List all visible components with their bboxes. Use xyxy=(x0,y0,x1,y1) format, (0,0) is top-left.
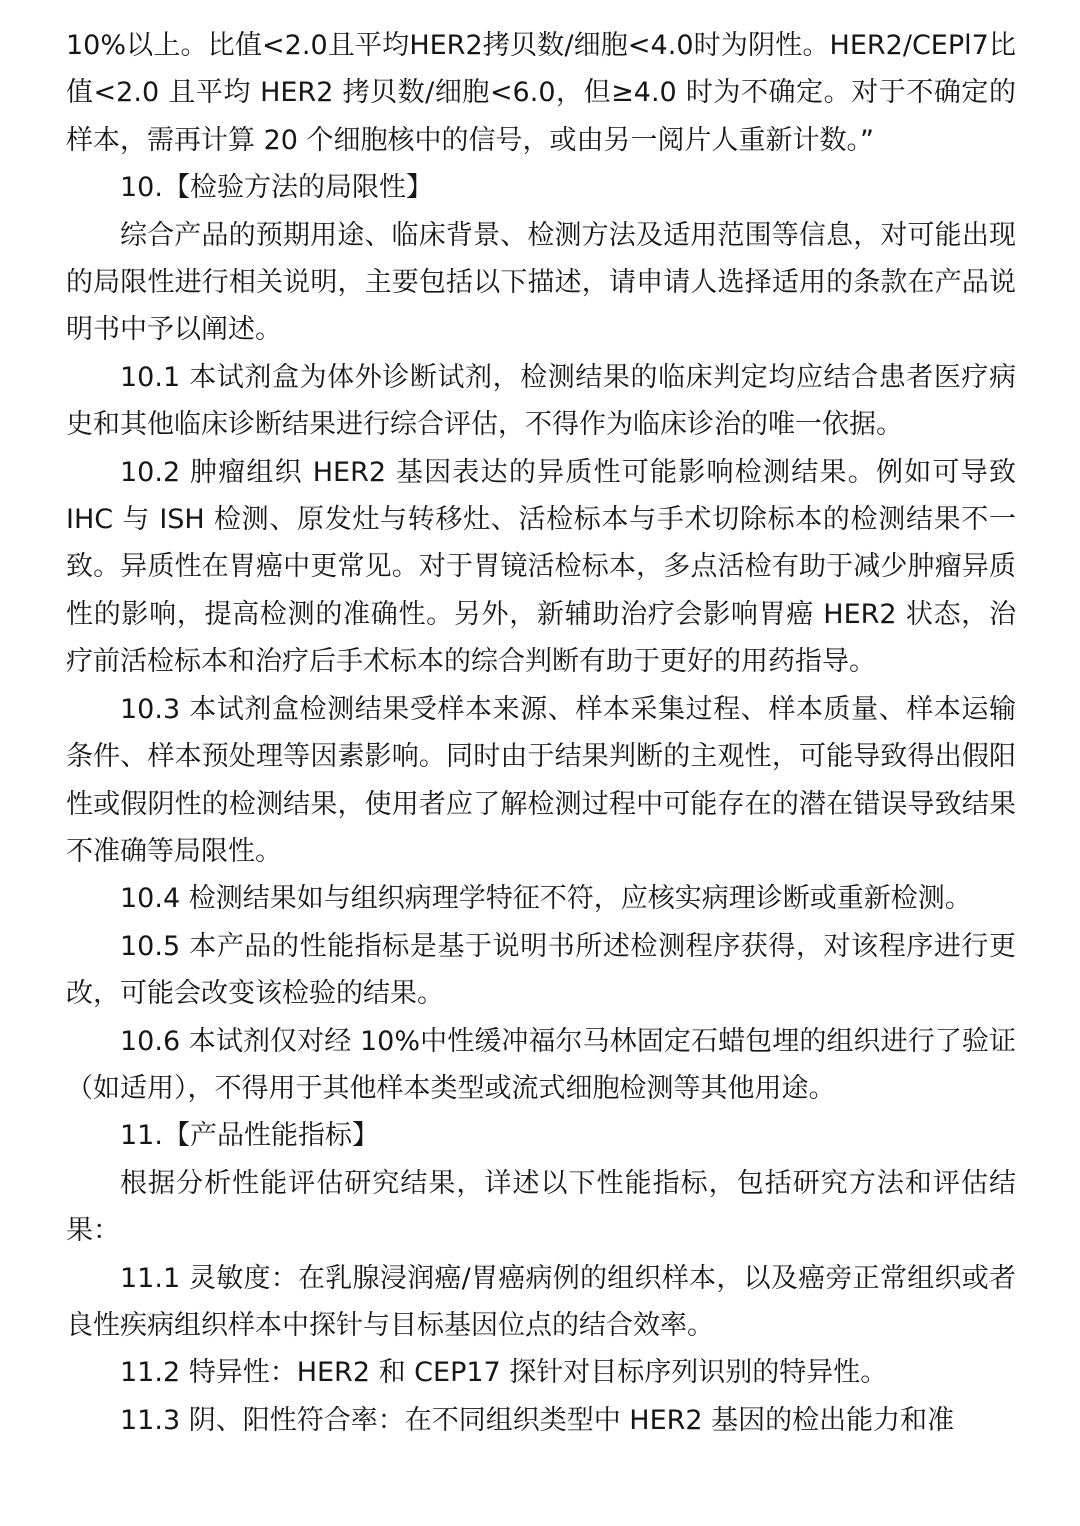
section-heading-method-limitations: 10.【检验方法的局限性】 xyxy=(120,172,433,204)
section-heading-performance-indicators: 11.【产品性能指标】 xyxy=(120,1120,379,1152)
paragraph-11-3: 11.3 阴、阳性符合率：在不同组织类型中 HER2 基因的检出能力和准 xyxy=(120,1404,955,1436)
paragraph-limitations-intro: 综合产品的预期用途、临床背景、检测方法及适用范围等信息，对可能出现的局限性进行相关说明，主要包括以下描述，请申请人选择适用的条款在产品说明书中予以阐述。 xyxy=(66,219,1016,346)
document-page xyxy=(66,22,1016,1444)
paragraph-performance-intro: 根据分析性能评估研究结果，详述以下性能指标，包括研究方法和评估结果： xyxy=(66,1167,1016,1247)
paragraph-10-4: 10.4 检测结果如与组织病理学特征不符，应核实病理诊断或重新检测。 xyxy=(120,883,972,915)
paragraph-10-5: 10.5 本产品的性能指标是基于说明书所述检测程序获得，对该程序进行更改，可能会改变该检验的结果。 xyxy=(66,930,1016,1010)
paragraph-11-1: 11.1 灵敏度：在乳腺浸润癌/胃癌病例的组织样本，以及癌旁正常组织或者良性疾病组织样本中探针与目标基因位点的结合效率。 xyxy=(66,1262,1016,1341)
paragraph-10-1: 10.1 本试剂盒为体外诊断试剂，检测结果的临床判定均应结合患者医疗病史和其他临床诊断结果进行综合评估，不得作为临床诊治的唯一依据。 xyxy=(66,361,1016,441)
paragraph-her2-ratio-criteria: 10%以上。比值<2.0且平均HER2拷贝数/细胞<4.0时为阴性。HER2/CEPl7比值<2.0 且平均 HER2 拷贝数/细胞<6.0，但≥4.0 时为不确定。对于不确定的样本，需再计算 20 个细胞核中的信号，或由另一阅片人重新计数。” xyxy=(66,30,1016,156)
paragraph-11-2: 11.2 特异性：HER2 和 CEP17 探针对目标序列识别的特异性。 xyxy=(120,1357,888,1389)
paragraph-10-2: 10.2 肿瘤组织 HER2 基因表达的异质性可能影响检测结果。例如可导致 IHC 与 ISH 检测、原发灶与转移灶、活检标本与手术切除标本的检测结果不一致。异质性在胃癌中更常见。对于胃镜活检标本，多点活检有助于减少肿瘤异质性的影响，提高检测的准确性。另外，新辅助治疗会影响胃癌 HER2 状态，治疗前活检标本和治疗后手术标本的综合判断有助于更好的用药指导。 xyxy=(66,456,1016,678)
paragraph-10-6: 10.6 本试剂仅对经 10%中性缓冲福尔马林固定石蜡包埋的组织进行了验证（如适用），不得用于其他样本类型或流式细胞检测等其他用途。 xyxy=(66,1025,1016,1104)
paragraph-10-3: 10.3 本试剂盒检测结果受样本来源、样本采集过程、样本质量、样本运输条件、样本预处理等因素影响。同时由于结果判断的主观性，可能导致得出假阳性或假阴性的检测结果，使用者应了解检测过程中可能存在的潜在错误导致结果不准确等局限性。 xyxy=(66,693,1016,867)
